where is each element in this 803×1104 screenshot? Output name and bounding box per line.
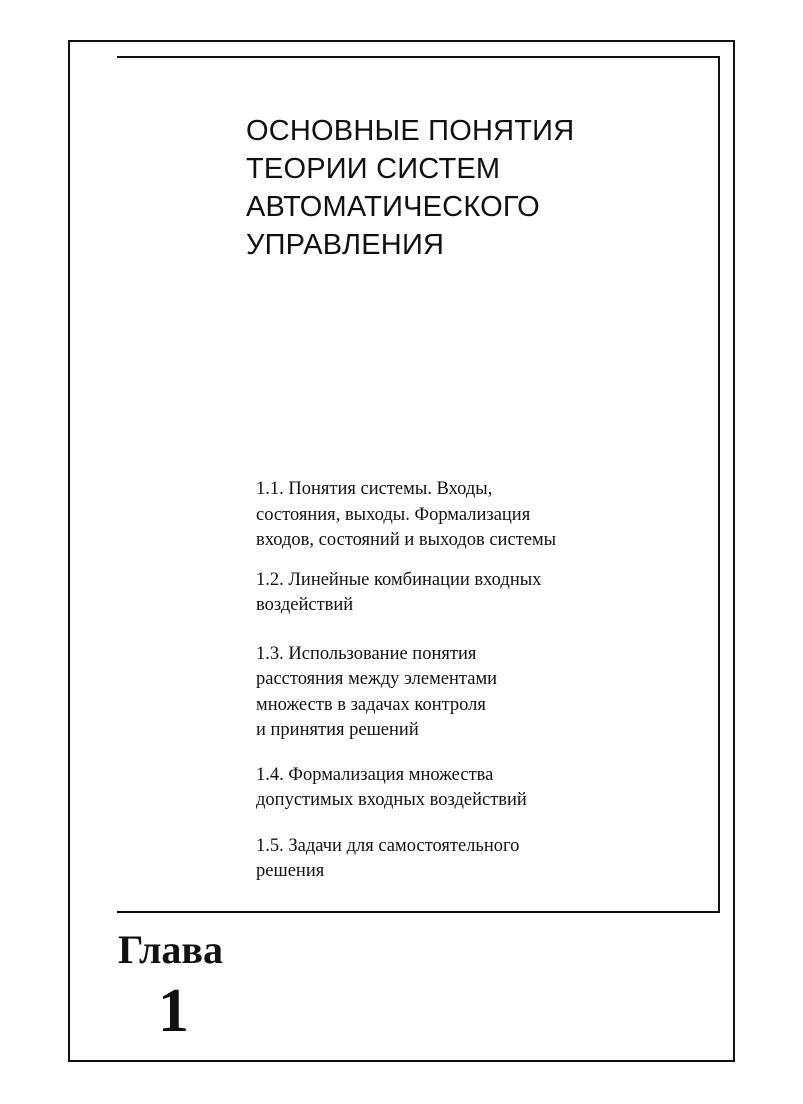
section-entry-line: воздействий	[256, 595, 354, 615]
section-entry-line: 1.4. Формализация множества	[256, 764, 494, 785]
section-entry-1-5	[256, 834, 686, 885]
section-entry-line: 1.2. Линейные комбинации входных	[256, 569, 542, 590]
section-entry-line: состояния, выходы. Формализация	[256, 504, 531, 525]
chapter-title-line: УПРАВЛЕНИЯ	[246, 229, 445, 261]
section-entry-line: и принятия решений	[256, 720, 419, 740]
section-entry-line: 1.5. Задачи для самостоятельного	[256, 835, 520, 856]
section-entry-1-2	[256, 568, 686, 619]
section-contents-list	[256, 477, 686, 885]
section-entry-line: решения	[256, 861, 325, 881]
section-entry-line: 1.1. Понятия системы. Входы,	[256, 479, 493, 499]
section-entry-1-1	[256, 477, 686, 554]
chapter-label: Глава	[118, 927, 223, 972]
section-entry-line: расстояния между элементами	[256, 669, 498, 689]
chapter-title	[246, 112, 686, 264]
chapter-title-line: АВТОМАТИЧЕСКОГО	[246, 191, 540, 223]
section-entry-line: множеств в задачах контроля	[256, 694, 486, 715]
chapter-title-line: ТЕОРИИ СИСТЕМ	[246, 153, 501, 185]
section-entry-line: входов, состояний и выходов системы	[256, 530, 557, 550]
section-entry-line: 1.3. Использование понятия	[256, 643, 477, 664]
section-entry-1-3	[256, 642, 686, 744]
section-entry-line: допустимых входных воздействий	[256, 790, 527, 810]
section-entry-1-4	[256, 763, 686, 814]
chapter-number: 1	[158, 977, 189, 1045]
chapter-title-line: ОСНОВНЫЕ ПОНЯТИЯ	[246, 115, 575, 147]
